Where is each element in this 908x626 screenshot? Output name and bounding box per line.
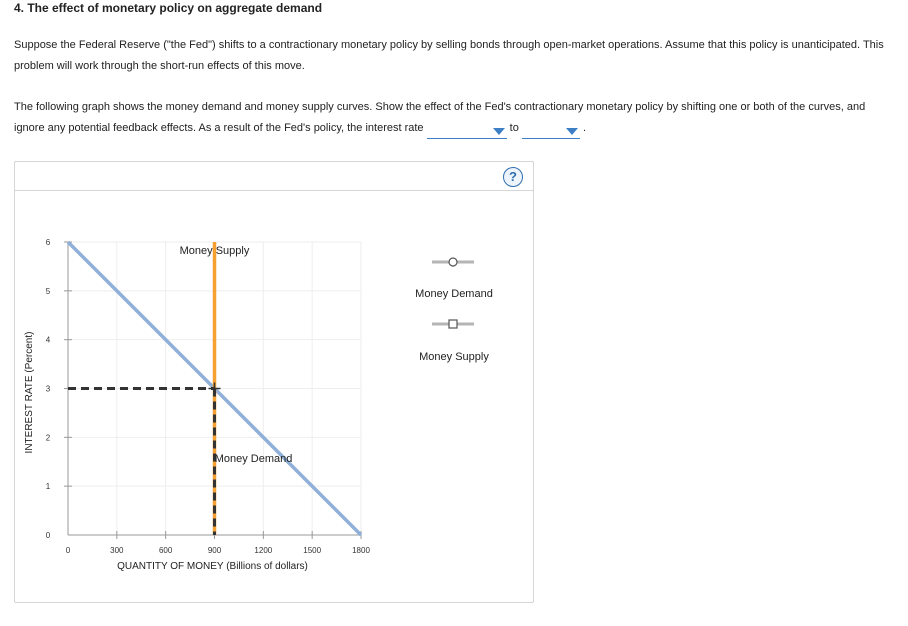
- y-tick-label: 6: [45, 238, 51, 247]
- x-tick-label: 1200: [254, 546, 273, 555]
- y-tick-label: 3: [45, 384, 51, 394]
- x-axis-title: QUANTITY OF MONEY (Billions of dollars): [117, 561, 308, 572]
- x-tick-label: 300: [110, 546, 124, 555]
- y-tick-label: 5: [45, 286, 51, 296]
- y-axis-title: INTEREST RATE (Percent): [24, 331, 35, 454]
- to-text: to: [509, 122, 519, 134]
- x-tick-label: 1500: [303, 546, 322, 555]
- money-demand-tool-label: Money Demand: [415, 288, 493, 300]
- curve-label: Money Supply: [179, 245, 250, 258]
- period-text: .: [582, 122, 587, 134]
- y-tick-label: 2: [45, 433, 51, 443]
- money-supply-tool-label: Money Supply: [419, 351, 489, 363]
- y-tick-label: 0: [45, 531, 51, 540]
- x-tick-label: 1800: [352, 546, 370, 555]
- y-tick-label: 1: [45, 482, 51, 492]
- y-tick-label: 4: [45, 335, 51, 345]
- square-marker-icon[interactable]: [449, 320, 457, 328]
- instructions-text: The following graph shows the money demand and money supply curves. Show the effect of the Fed's contractionary monetary policy by shifting one or both of the curves, and ignore any potential feedback effects. As a result of the Fed's policy, the interest rate: [14, 101, 866, 134]
- circle-marker-icon[interactable]: [449, 258, 457, 266]
- x-tick-label: 600: [158, 546, 173, 555]
- x-tick-label: 0: [65, 546, 71, 555]
- x-tick-label: 900: [207, 546, 222, 555]
- question-intro: Suppose the Federal Reserve ("the Fed") shifts to a contractionary monetary policy by selling bonds through open-market operations. Assume that this policy is unanticipated. This problem will work through the short-run effects of this move.: [14, 39, 884, 72]
- curve-label: Money Demand: [214, 452, 293, 465]
- question-title: 4. The effect of monetary policy on aggregate demand: [14, 1, 323, 15]
- help-icon[interactable]: ?: [503, 167, 523, 187]
